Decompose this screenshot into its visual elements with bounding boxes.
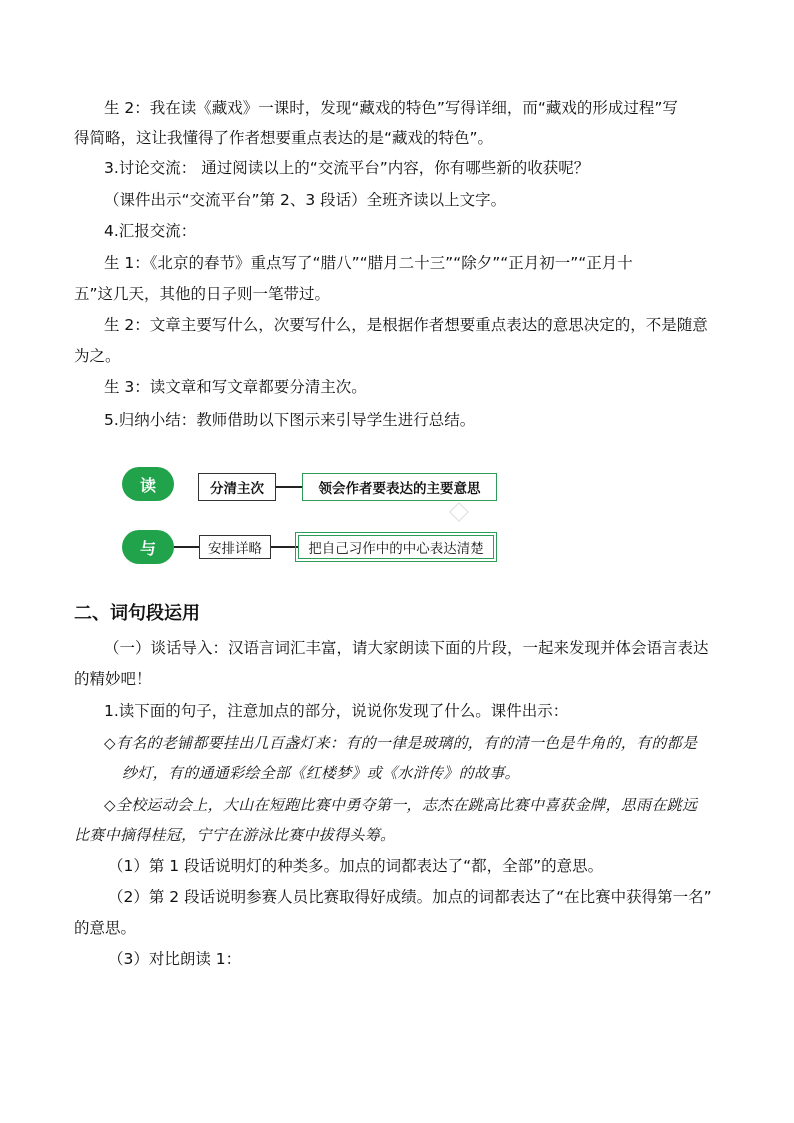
read-circle: 读 — [122, 467, 174, 501]
paragraph-line: 为之。 — [74, 347, 121, 365]
paragraph-line: 1.读下面的句子，注意加点的部分，说说你发现了什么。课件出示： — [104, 702, 569, 720]
paragraph-line: 5.归纳小结：教师借助以下图示来引导学生进行总结。 — [104, 411, 476, 429]
paragraph-line: （2）第 2 段话说明参赛人员比赛取得好成绩。加点的词都表达了“在比赛中获得第一名” — [108, 888, 712, 906]
write-circle: 与 — [122, 530, 174, 564]
write-box-detail: 把自己习作中的中心表达清楚 — [298, 535, 494, 559]
connector-line — [276, 486, 303, 488]
paragraph-line: 五”这几天，其他的日子则一笔带过。 — [74, 285, 331, 303]
decorative-diamond-icon — [449, 502, 469, 522]
quote-line: 比赛中摘得桂冠，宁宁在游泳比赛中拔得头筹。 — [74, 826, 396, 844]
paragraph-line: 的精妙吧！ — [74, 670, 152, 688]
section-heading: 二、词句段运用 — [74, 603, 200, 624]
paragraph-line: 生 3：读文章和写文章都要分清主次。 — [104, 378, 367, 396]
paragraph-line: （1）第 1 段话说明灯的种类多。加点的词都表达了“都，全部”的意思。 — [108, 857, 604, 875]
read-box-detail: 领会作者要表达的主要意思 — [302, 473, 497, 501]
paragraph-line: 得简略，这让我懂得了作者想要重点表达的是“藏戏的特色”。 — [74, 129, 494, 147]
paragraph-line: （一）谈话导入：汉语言词汇丰富，请大家朗读下面的片段，一起来发现并体会语言表达 — [104, 639, 709, 657]
read-box-main: 分清主次 — [198, 473, 276, 501]
quote-line: ◇全校运动会上，大山在短跑比赛中勇夺第一，志杰在跳高比赛中喜获金牌，思雨在跳远 — [104, 796, 698, 814]
paragraph-line: 生 1：《北京的春节》重点写了“腊八”“腊月二十三”“除夕”“正月初一”“正月十 — [104, 254, 633, 272]
paragraph-line: 生 2：文章主要写什么，次要写什么，是根据作者想要重点表达的意思决定的，不是随意 — [104, 316, 708, 334]
connector-line — [174, 546, 199, 548]
paragraph-line: （课件出示“交流平台”第 2、3 段话）全班齐读以上文字。 — [104, 191, 507, 209]
paragraph-line: （3）对比朗读 1： — [108, 950, 242, 968]
paragraph-line: 的意思。 — [74, 919, 137, 937]
quote-line: ◇有名的老铺都要挂出几百盏灯来：有的一律是玻璃的，有的清一色是牛角的，有的都是 — [104, 734, 698, 752]
paragraph-line: 3.讨论交流： 通过阅读以上的“交流平台”内容，你有哪些新的收获呢？ — [104, 159, 590, 177]
paragraph-line: 4.汇报交流： — [104, 222, 197, 240]
write-box-main: 安排详略 — [199, 535, 271, 559]
connector-line — [271, 546, 298, 548]
paragraph-line: 生 2：我在读《藏戏》一课时，发现“藏戏的特色”写得详细，而“藏戏的形成过程”写 — [104, 99, 678, 117]
quote-line: 纱灯，有的通通彩绘全部《红楼梦》或《水浒传》的故事。 — [122, 764, 520, 782]
